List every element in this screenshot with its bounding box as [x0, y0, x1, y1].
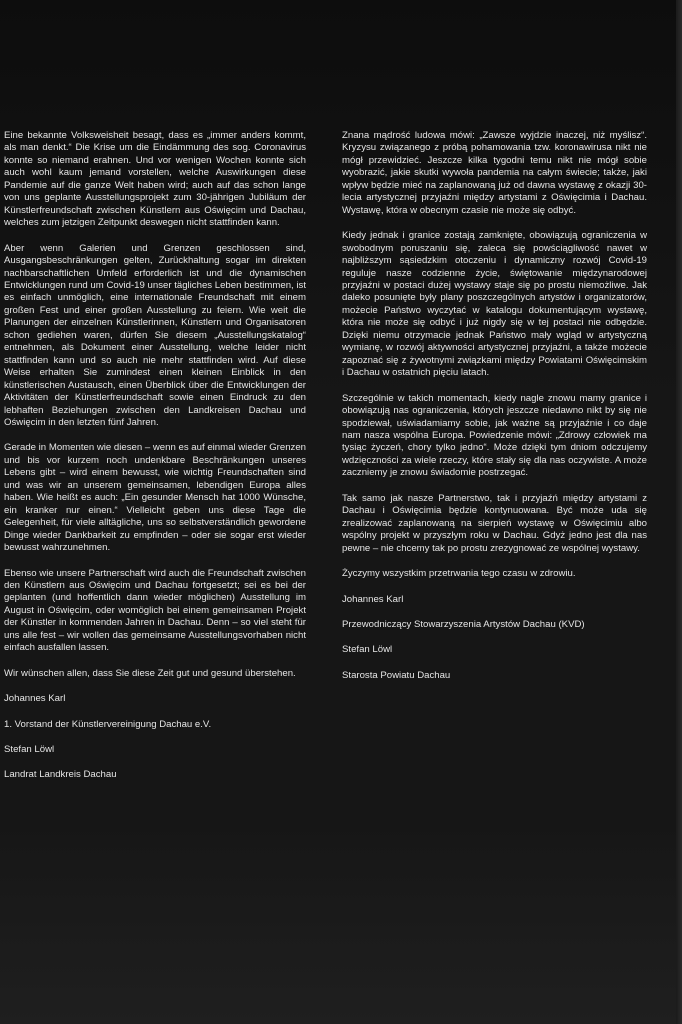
german-sig2-name: Stefan Löwl: [4, 744, 55, 756]
polish-paragraph-1: Znana mądrość ludowa mówi: „Zawsze wyjdzie inaczej, niż myślisz“. Kryzysu związanego z próbą pohamowania tzw. koronawirusa nikt nie mógł przewidzieć. Jeszcze kilka tygodni temu nikt nie mógł sobie wyobrazić, jakie skutki wywoła pandemia na całym świecie; także, jaki wpływ będzie mieć na zaplanowaną już od dawna wystawę z okazji 30-lecia artystycznej przyjaźni między artystami z Oświęcimia i Dachau. Wystawę, która w obecnym czasie nie może się odbyć.: [342, 130, 647, 216]
polish-paragraph-2: Kiedy jednak i granice zostają zamknięte, obowiązują ograniczenia w swobodnym poruszaniu się, zaleca się powściągliwość nawet w najbliższym sąsiedzkim otoczeniu i dynamiczny rozwój Covid-19 reguluje nasze codzienne życie, świętowanie międzynarodowej przyjaźni w postaci dużej wystawy staje się po prostu niemożliwe. Jak daleko posunięte były plany poszczególnych artystów i organizatorów, możecie Państwo wyczytać w katalogu dokumentującym wystawę, która nie może się odbyć i już nigdy się w tej postaci nie odbędzie. Dzięki niemu otrzymacie jednak Państwo mały wgląd w artystyczną wymianę, w rozwój aktywności artystycznej przyjaźni, a także możecie zapoznać się z żywotnymi związkami między Powiatami Oświęcimskim i Dachau w ostatnich pięciu latach.: [342, 230, 647, 379]
german-column: [4, 130, 306, 795]
german-paragraph-1: Eine bekannte Volksweisheit besagt, dass es „immer anders kommt, als man denkt.“ Die Krise um die Eindämmung des sog. Coronavirus konnte so niemand erahnen. Und vor wenigen Wochen konnte sich auch wohl kaum jemand vorstellen, welche Auswirkungen diese Pandemie auf die ganze Welt haben wird; auch auf das schon lange von uns geplante Ausstellungsprojekt zum 30-jährigen Jubiläum der Künstlerfreundschaft zwischen Künstlern aus Oświęcim und Dachau, welches zum jetzigen Zeitpunkt deswegen nicht stattfinden kann.: [4, 130, 306, 229]
polish-paragraph-5: Życzymy wszystkim przetrwania tego czasu w zdrowiu.: [342, 568, 576, 580]
polish-column: [342, 130, 647, 695]
german-paragraph-3: Gerade in Momenten wie diesen – wenn es auf einmal wieder Grenzen und bis vor kurzem noch undenkbare Beschränkungen unseres Lebens gibt – wird einem bewusst, wie wichtig Freundschaften sind und was wir an unserem gemeinsamen, lebendigen Europa alles haben. Wie heißt es auch: „Ein gesunder Mensch hat 1000 Wünsche, ein kranker nur einen.“ Vielleicht geben uns diese Tage die Gelegenheit, für viele alltägliche, uns so selbstverständlich gewordene Dinge wieder Dankbarkeit zu empfinden – oder sie sogar erst wieder bewusst wahrzunehmen.: [4, 442, 306, 554]
german-sig1-name: Johannes Karl: [4, 693, 66, 705]
german-sig1-title: 1. Vorstand der Künstlervereinigung Dachau e.V.: [4, 718, 212, 730]
german-signature-2: [4, 744, 306, 782]
polish-signature-1: [342, 594, 647, 632]
polish-sig1-title: Przewodniczący Stowarzyszenia Artystów Dachau (KVD): [342, 618, 585, 630]
polish-paragraph-4: Tak samo jak nasze Partnerstwo, tak i przyjaźń między artystami z Dachau i Oświęcimia będzie kontynuowana. Być może uda się zrealizować zaplanowaną na sierpień wystawę w Oświęcimiu albo wspólny projekt w przyszłym roku w Dachau. Gdyż jedno jest dla nas pewne – nie chcemy tak po prostu zrezygnować ze wspólnej wystawy.: [342, 492, 647, 554]
polish-sig1-name: Johannes Karl: [342, 593, 404, 605]
polish-signature-2: [342, 644, 647, 682]
polish-sig2-title: Starosta Powiatu Dachau: [342, 669, 451, 681]
german-signature-1: [4, 693, 306, 731]
polish-paragraph-3: Szczególnie w takich momentach, kiedy nagle znowu mamy granice i obowiązują nas ograniczenia, których jeszcze niedawno nikt by się nie spodziewał, uświadamiamy sobie, jak ważne są przyjaźnie i co daje nam nasza wspólna Europa. Powiedzenie mówi: „Zdrowy człowiek ma tysiąc życzeń, chory tylko jedno“. Może dzięki tym dniom odczujemy wdzięczności za wiele rzeczy, które stały się dla nas oczywiste. A może zaczniemy je znowu świadomie postrzegać.: [342, 392, 647, 479]
german-paragraph-5: Wir wünschen allen, dass Sie diese Zeit gut und gesund überstehen.: [4, 667, 296, 679]
german-sig2-title: Landrat Landkreis Dachau: [4, 769, 117, 781]
german-paragraph-4: Ebenso wie unsere Partnerschaft wird auch die Freundschaft zwischen den Künstlern aus Oświęcim und Dachau fortgesetzt; sei es bei der geplanten (und hoffentlich dann wieder möglichen) Ausstellung im August in Oświęcim, oder womöglich bei einem gemeinsamen Projekt der Künstler in kommenden Jahren in Dachau. Denn – so viel steht für uns alle fest – wir wollen das gemeinsame Ausstellungsvorhaben nicht einfach ausfallen lassen.: [4, 567, 306, 654]
polish-sig2-name: Stefan Löwl: [342, 644, 393, 656]
page-edge: [676, 0, 682, 1024]
german-paragraph-2: Aber wenn Galerien und Grenzen geschlossen sind, Ausgangsbeschränkungen gelten, Zurückhaltung sogar im direkten nachbarschaftlichen Umfeld erforderlich ist und die dynamischen Entwicklungen rund um Covid-19 unser tägliches Leben bestimmen, ist es einfach unmöglich, eine internationale Freundschaft mit einem großen Fest und einer großen Ausstellung zu feiern. Wie weit die Planungen der einzelnen Künstlerinnen, Künstlern und Organisatoren schon gediehen waren, dürfen Sie diesem „Ausstellungskatalog“ entnehmen, als Dokument einer Ausstellung, welche leider nicht stattfinden kann und so auch nie mehr stattfinden wird. Auf diese Weise erhalten Sie zumindest einen kleinen Einblick in den künstlerischen Austausch, einen Überblick über die Entwicklungen der Aktivitäten der Künstlerfreundschaft sowie einen Eindruck zu den lebhaften Beziehungen zwischen den Landkreisen Dachau und Oświęcim in den letzten fünf Jahren.: [4, 242, 306, 428]
